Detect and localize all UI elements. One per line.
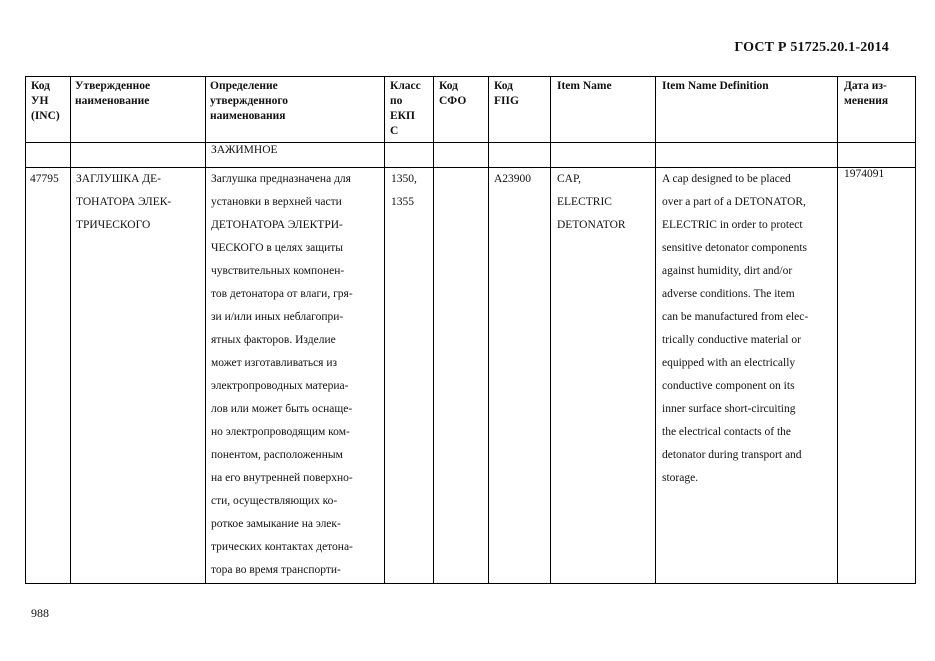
item-definition-line: detonator during transport and	[662, 449, 802, 461]
inc-value: 47795	[30, 173, 59, 185]
col-header-item-definition: Item Name Definition	[662, 80, 769, 92]
definition-line: понентом, расположенным	[211, 449, 343, 461]
item-definition-line: conductive component on its	[662, 380, 795, 392]
definition-line: тора во время транспорти-	[211, 564, 341, 576]
definition-line: ятных факторов. Изделие	[211, 334, 336, 346]
definition-line: трических контактах детона-	[211, 541, 353, 553]
item-definition-line: the electrical contacts of the	[662, 426, 791, 438]
col-header-definition: Определение утвержденного наименования	[210, 80, 289, 122]
definition-line: чувствительных компонен-	[211, 265, 345, 277]
col-header-item-name: Item Name	[557, 80, 612, 92]
item-definition-line: inner surface short-circuiting	[662, 403, 796, 415]
definition-line: тов детонатора от влаги, гря-	[211, 288, 353, 300]
name-line: ЗАГЛУШКА ДЕ-	[76, 173, 161, 185]
item-definition-line: trically conductive material or	[662, 334, 801, 346]
col-header-sfo: Код СФО	[439, 80, 467, 107]
name-line: ТРИЧЕСКОГО	[76, 219, 151, 231]
col-header-date: Дата из- менения	[844, 80, 889, 107]
name-line: ТОНАТОРА ЭЛЕК-	[76, 196, 172, 208]
item-name-line: ELECTRIC	[557, 196, 612, 208]
definition-line: сти, осуществляющих ко-	[211, 495, 338, 507]
item-name-line: DETONATOR	[557, 219, 626, 231]
item-definition-line: sensitive detonator components	[662, 242, 807, 254]
definition-line: зи и/или иных неблагопри-	[211, 311, 344, 323]
row-class	[391, 172, 417, 218]
definition-line: установки в верхней части	[211, 196, 342, 208]
definition-line: ЧЕСКОГО в целях защиты	[211, 242, 344, 254]
row-item-definition	[662, 172, 808, 494]
row-date	[844, 167, 884, 190]
item-name-line: CAP,	[557, 173, 581, 185]
class-line: 1350,	[391, 173, 417, 185]
col-header-fiig: Код FIIG	[494, 80, 519, 107]
definition-line: может изготавливаться из	[211, 357, 338, 369]
definition-line: на его внутренней поверхно-	[211, 472, 353, 484]
definition-line: но электропроводящим ком-	[211, 426, 350, 438]
row-inc	[30, 172, 59, 195]
class-line: 1355	[391, 196, 414, 208]
definition-line: ДЕТОНАТОРА ЭЛЕКТРИ-	[211, 219, 343, 231]
col-header-class: Класс по ЕКП С	[390, 80, 421, 137]
row-item-name	[557, 172, 626, 241]
item-definition-line: can be manufactured from elec-	[662, 311, 809, 323]
continuation-definition-tail: ЗАЖИМНОЕ	[211, 144, 278, 156]
date-value: 1974091	[844, 168, 885, 180]
definition-line: лов или может быть оснаще-	[211, 403, 353, 415]
item-definition-line: adverse conditions. The item	[662, 288, 795, 300]
definition-line: электропроводных материа-	[211, 380, 349, 392]
item-definition-line: against humidity, dirt and/or	[662, 265, 793, 277]
item-definition-line: equipped with an electrically	[662, 357, 796, 369]
item-definition-line: over a part of a DETONATOR,	[662, 196, 806, 208]
definition-line: роткое замыкание на элек-	[211, 518, 341, 530]
col-header-approved-name: Утвержденное наименование	[75, 80, 151, 107]
page-number: 988	[31, 606, 49, 620]
fiig-value: A23900	[494, 173, 532, 185]
row-approved-name	[76, 172, 171, 241]
item-definition-line: ELECTRIC in order to protect	[662, 219, 803, 231]
row-definition	[211, 172, 353, 586]
col-header-inc: Код УН (INC)	[31, 80, 60, 122]
document-title: ГОСТ Р 51725.20.1-2014	[734, 40, 889, 55]
definition-line: Заглушка предназначена для	[211, 173, 351, 185]
item-definition-line: storage.	[662, 472, 699, 484]
item-definition-line: A cap designed to be placed	[662, 173, 791, 185]
row-fiig	[494, 172, 531, 195]
